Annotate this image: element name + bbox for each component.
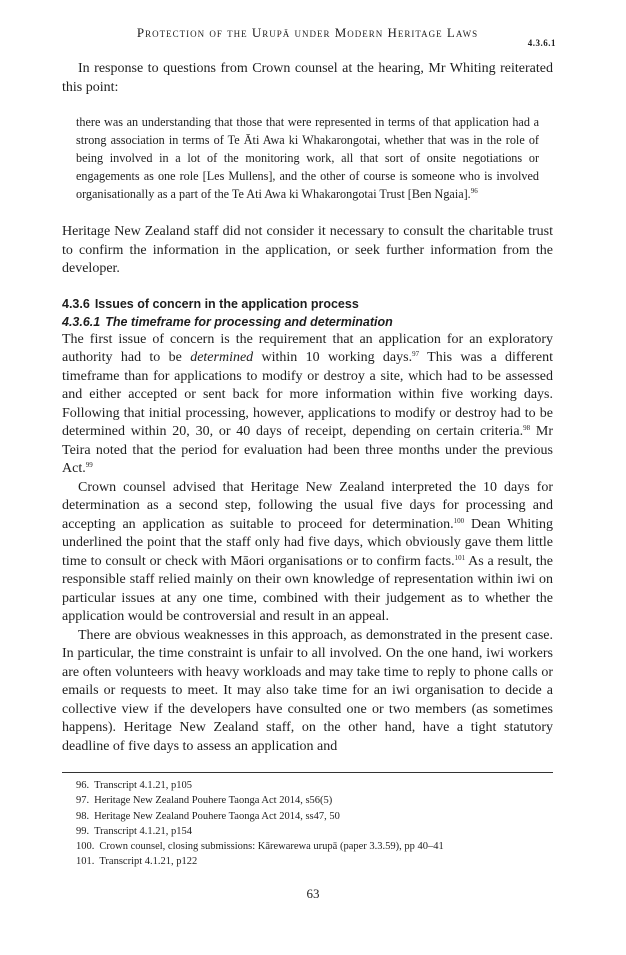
footnote-item <box>76 839 546 854</box>
footnotes <box>76 778 546 870</box>
footnote-number: 100. <box>76 841 95 853</box>
section-marker: 4.3.6.1 <box>527 38 556 48</box>
paragraph-weaknesses: There are obvious weaknesses in this approach, as demonstrated in the present case. In particular, the time constraint is unfair to all involved. On the one hand, iwi workers are often volunteers with heavy workloads and may take time to reply to phone calls or emails or requests to meet. It may also take time for an iwi organisation to decide a collective view if the developers have consulted one or two members (as sometimes happens). Heritage New Zealand staff, on the other hand, have a tight statutory deadline of five days to assess an application and <box>62 627 553 754</box>
footnote-text: Heritage New Zealand Pouhere Taonga Act 2014, ss47, 50 <box>94 810 340 822</box>
heading-4-3-6 <box>62 295 553 313</box>
text-run: As a result, the responsible staff relied mainly on their own knowledge of representation within iwi on particular issues at any one time, combined with their judgement as to whether the application would be controversial and result in an appeal. <box>62 553 553 624</box>
paragraph-timeframe <box>62 331 553 479</box>
text-run: Mr Teira noted that the period for evaluation had been three months under the previous Act. <box>62 424 553 476</box>
footnote-divider <box>62 772 553 773</box>
text-run: The first issue of concern is the requirement that an application for an exploratory authority had to be <box>62 331 553 365</box>
footnote-ref: 101 <box>454 553 466 562</box>
text-run: This was a different timeframe than for applications to modify or destroy a site, which had to be assessed and either accepted or sent back for more information within five working days. Following that initial processing, however, applications to modify or destroy had to be determined within 20, 30, or 40 days of receipt, depending on certain criteria. <box>62 350 553 439</box>
paragraph-staff: Heritage New Zealand staff did not consider it necessary to consult the charitable trust to confirm the information in the application, or seek further information from the developer. <box>62 224 553 276</box>
footnote-number: 99. <box>76 825 90 837</box>
page-number: 63 <box>306 886 320 901</box>
footnote-number: 97. <box>76 795 90 807</box>
heading-text: The timeframe for processing and determination <box>105 314 393 329</box>
footnote-text: Transcript 4.1.21, p154 <box>94 825 193 837</box>
footnote-item <box>76 793 546 808</box>
text-run: Dean Whiting underlined the point that the staff only had five days, which obviously gave them little time to consult or check with Māori organisations or to confirm facts. <box>62 516 553 569</box>
footnote-item <box>76 824 546 839</box>
running-header: Protection of the Urupā under Modern Heritage Laws <box>136 25 479 40</box>
footnote-item <box>76 854 546 869</box>
heading-number: 4.3.6 <box>62 296 90 311</box>
body-text <box>62 60 553 756</box>
heading-number: 4.3.6.1 <box>62 314 101 329</box>
footnote-number: 98. <box>76 810 90 822</box>
footnote-item <box>76 778 546 793</box>
text-run: Crown counsel advised that Heritage New Zealand interpreted the 10 days for determination as a second step, following the usual five days for processing and accepting an application as suitable to proceed for determination. <box>62 479 553 532</box>
emphasis: determined <box>190 350 254 365</box>
footnote-ref: 96 <box>470 187 478 195</box>
block-quote <box>76 113 539 203</box>
footnote-ref: 97 <box>412 350 420 358</box>
footnote-number: 101. <box>76 856 95 868</box>
footnote-text: Crown counsel, closing submissions: Kārewarewa urupā (paper 3.3.59), pp 40–41 <box>99 841 444 853</box>
footnote-text: Heritage New Zealand Pouhere Taonga Act 2014, s56(5) <box>94 795 333 807</box>
text-run: within 10 working days. <box>253 350 413 365</box>
paragraph-crown-counsel <box>62 479 553 627</box>
heading-4-3-6-1 <box>62 313 553 331</box>
footnote-ref: 100 <box>453 516 465 525</box>
footnote-item <box>76 809 546 824</box>
footnote-text: Transcript 4.1.21, p122 <box>99 856 198 868</box>
quote-text: there was an understanding that those that were represented in terms of that application had a strong association in terms of Te Āti Awa ki Whakarongotai, whether that was in the role of being involved in a lot of the monitoring work, all that sort of onsite negotiations or engagements as one role [Les Mullens], and the other of course is someone who is involved organisationally as a part of the Te Ati Awa ki Whakarongotai Trust [Ben Ngaia]. <box>76 115 539 201</box>
footnote-ref: 98 <box>523 424 531 432</box>
paragraph-intro: In response to questions from Crown counsel at the hearing, Mr Whiting reiterated this point: <box>62 61 553 95</box>
footnote-number: 96. <box>76 780 90 791</box>
footnote-text: Transcript 4.1.21, p105 <box>94 780 193 791</box>
heading-text: Issues of concern in the application process <box>94 296 359 311</box>
footnote-ref: 99 <box>85 461 93 469</box>
